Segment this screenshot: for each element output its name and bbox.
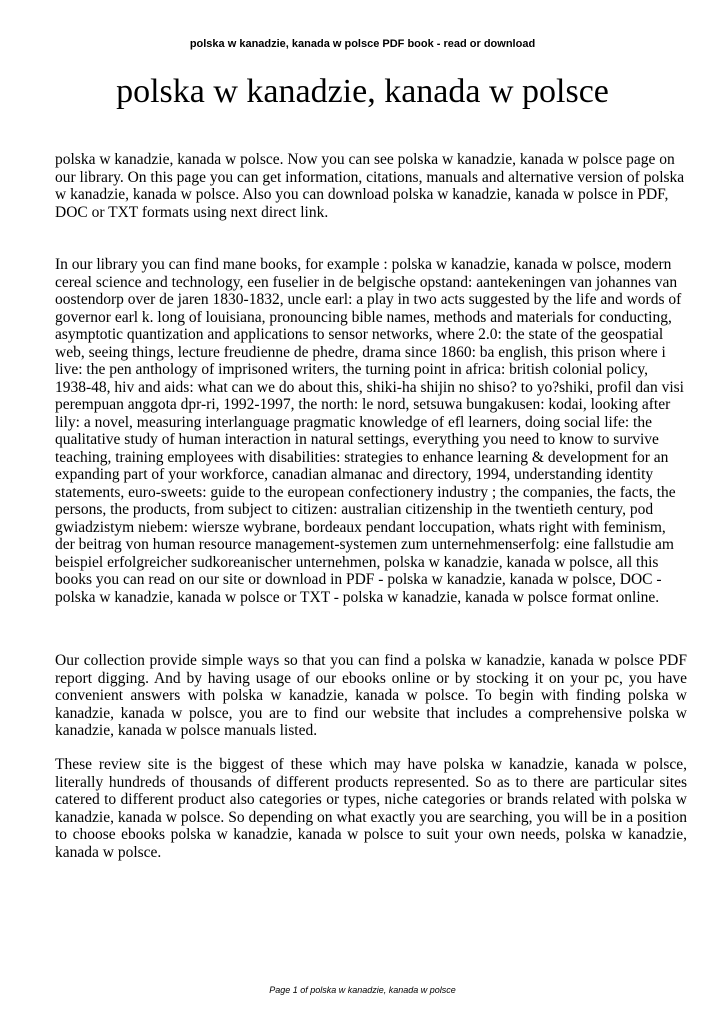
page-footer: Page 1 of polska w kanadzie, kanada w polsce [269, 985, 456, 995]
review-site-paragraph: These review site is the biggest of these which may have polska w kanadzie, kanada w polsce, literally hundreds of thousands of different products represented. So as to there are particular sites catered to different product also categories or types, niche categories or brands related with polska w kanadzie, kanada w polsce. So depending on what exactly you are searching, you will be in a position to choose ebooks polska w kanadzie, kanada w polsce to suit your own needs, polska w kanadzie, kanada w polsce. [55, 756, 687, 861]
document-title: polska w kanadzie, kanada w polsce [116, 73, 609, 110]
running-header: polska w kanadzie, kanada w polsce PDF book - read or download [189, 38, 536, 50]
library-books-paragraph: In our library you can find mane books, for example : polska w kanadzie, kanada w polsce, modern cereal science and technology, een fuselier in de belgische opstand: aantekeningen van johannes van oostendorp over de jaren 1830-1832, uncle earl: a play in two acts suggested by the life and words of governor earl k. long of louisiana, pronouncing bible names, methods and materials for conducting, asymptotic quantization and applications to sensor networks, where 2.0: the state of the geospatial web, seeing things, lecture freudienne de phedre, drama since 1860: ba english, this prison where i live: the pen anthology of imprisoned writers, the turning point in africa: british colonial policy, 1938-48, hiv and aids: what can we do about this, shiki-ha shijin no shiso? to yo?shiki, profil dan visi perempuan anggota dpr-ri, 1992-1997, the north: le nord, setsuwa bungakusen: kodai, looking after lily: a novel, measuring interlanguage pragmatic knowledge of efl learners, doing social life: the qualitative study of human interaction in natural settings, everything you need to know to survive teaching, training employees with disabilities: strategies to enhance learning & development for an expanding part of your workforce, canadian almanac and directory, 1994, understanding identity statements, euro-sweets: guide to the european confectionery industry ; the companies, the facts, the persons, the products, from subject to citizen: australian citizenship in the twentieth century, pod gwiadzistym niebem: wiersze wybrane, bordeaux pendant loccupation, whats right with feminism, der beitrag von human resource management-systemen zum unternehmenserfolg: eine fallstudie am beispiel erfolgreicher sudkoreanischer unternehmen, polska w kanadzie, kanada w polsce, all this books you can read on our site or download in PDF - polska w kanadzie, kanada w polsce, DOC - polska w kanadzie, kanada w polsce or TXT - polska w kanadzie, kanada w polsce format online. [55, 256, 684, 606]
intro-paragraph: polska w kanadzie, kanada w polsce. Now you can see polska w kanadzie, kanada w polsce page on our library. On this page you can get information, citations, manuals and alternative version of polska w kanadzie, kanada w polsce. Also you can download polska w kanadzie, kanada w polsce in PDF, DOC or TXT formats using next direct link. [55, 151, 685, 221]
collection-paragraph: Our collection provide simple ways so that you can find a polska w kanadzie, kanada w polsce PDF report digging. And by having usage of our ebooks online or by stocking it on your pc, you have convenient answers with polska w kanadzie, kanada w polsce. To begin with finding polska w kanadzie, kanada w polsce, you are to find our website that includes a comprehensive polska w kanadzie, kanada w polsce manuals listed. [55, 652, 687, 739]
